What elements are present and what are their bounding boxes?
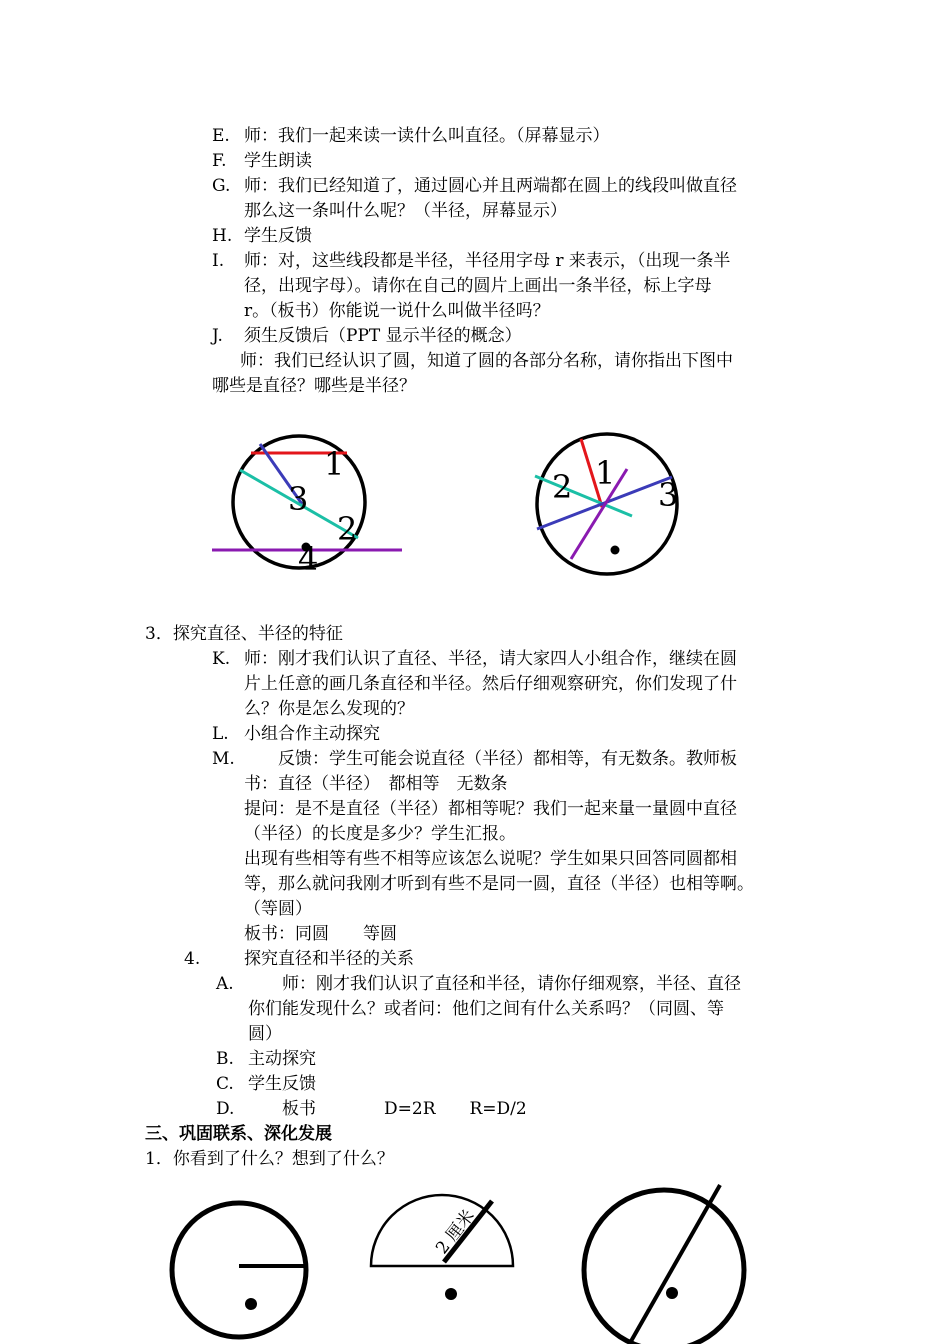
item-text: 那么这一条叫什么呢？（半径，屏幕显示）: [244, 201, 567, 221]
item-text: 学生反馈: [248, 1074, 316, 1094]
item-text: 等，那么就问我刚才听到有些不是同一圆，直径（半径）也相等啊。: [244, 874, 754, 894]
item-label: F.: [212, 151, 227, 171]
item-label: G.: [212, 176, 231, 196]
semicircle-arc: [371, 1195, 513, 1266]
item-text: 你们能发现什么？或者问：他们之间有什么关系吗？（同圆、等: [248, 999, 724, 1019]
item-text: 师：我们一起来读一读什么叫直径。（屏幕显示）: [244, 126, 610, 146]
question-line: 1．你看到了什么？想到了什么？: [145, 1149, 394, 1169]
item-text: 主动探究: [248, 1049, 316, 1069]
item-label: E.: [212, 126, 230, 146]
item-label: K.: [212, 649, 231, 669]
item-text: 出现有些相等有些不相等应该怎么说呢？学生如果只回答同圆都相: [244, 849, 737, 869]
item-label: J.: [212, 326, 223, 346]
figure-circle-radius: [170, 1190, 310, 1344]
circle-outline: [172, 1203, 306, 1337]
diameter-line: [630, 1185, 720, 1343]
radius-label: 2 厘米: [432, 1206, 479, 1259]
item-text: 须生反馈后（PPT 显示半径的概念）: [244, 326, 522, 346]
item-text: 径，出现字母）。请你在自己的圆片上画出一条半径，标上字母: [244, 276, 712, 296]
figure-circle-chords: [200, 430, 420, 590]
item-label: C.: [216, 1074, 234, 1094]
center-dot: [245, 1298, 257, 1310]
item-text: （半径）的长度是多少？学生汇报。: [244, 824, 516, 844]
item-label: A.: [216, 974, 234, 994]
part-heading: 三、巩固联系、深化发展: [145, 1124, 332, 1144]
section-number: 4.: [184, 949, 201, 969]
item-label: M.: [212, 749, 235, 769]
item-text: 师：刚才我们认识了直径、半径，请大家四人小组合作，继续在圆: [244, 649, 737, 669]
item-text: 片上任意的画几条直径和半径。然后仔细观察研究，你们发现了什: [244, 674, 737, 694]
center-dot: [445, 1288, 457, 1300]
center-dot: [666, 1287, 678, 1299]
item-text: 板书：同圆 等圆: [244, 924, 397, 944]
figure-label: 3: [658, 476, 679, 514]
figure-semicircle: [360, 1185, 525, 1310]
item-text: （等圆）: [244, 899, 312, 919]
circle-outline: [584, 1190, 744, 1344]
item-label: L.: [212, 724, 229, 744]
item-text: 师：刚才我们认识了直径和半径，请你仔细观察，半径、直径: [248, 974, 741, 994]
figure-label: 2: [552, 468, 573, 506]
figure-label: 4: [298, 540, 319, 578]
paragraph-line: 哪些是直径？哪些是半径？: [212, 376, 416, 396]
figure-label: 3: [288, 480, 309, 518]
item-text: 提问：是不是直径（半径）都相等呢？我们一起来量一量圆中直径: [244, 799, 737, 819]
item-label: B.: [216, 1049, 234, 1069]
item-label: H.: [212, 226, 233, 246]
item-text: 师：对，这些线段都是半径，半径用字母 r 来表示，（出现一条半: [244, 251, 731, 271]
figure-label: 2: [337, 510, 358, 548]
item-text: 书：直径（半径） 都相等 无数条: [244, 774, 508, 794]
figure-circle-diameter: [575, 1180, 755, 1344]
item-text: r。（板书）你能说一说什么叫做半径吗？: [244, 301, 550, 321]
item-text: 师：我们已经知道了，通过圆心并且两端都在圆上的线段叫做直径: [244, 176, 737, 196]
item-text: 圆）: [248, 1024, 282, 1044]
item-text: 么？你是怎么发现的？: [244, 699, 414, 719]
figure-label: 1: [324, 445, 345, 483]
item-text: 小组合作主动探究: [244, 724, 380, 744]
item-label: D.: [216, 1099, 235, 1119]
item-text: 学生朗读: [244, 151, 312, 171]
item-text: 反馈：学生可能会说直径（半径）都相等，有无数条。教师板: [244, 749, 737, 769]
paragraph-line: 师：我们已经认识了圆，知道了圆的各部分名称，请你指出下图中: [240, 351, 733, 371]
section-heading: 3．探究直径、半径的特征: [145, 624, 343, 644]
item-label: I.: [212, 251, 225, 271]
figure-circle-radii: [520, 425, 690, 585]
section-heading: 探究直径和半径的关系: [244, 949, 414, 969]
center-dot: [611, 546, 620, 555]
item-text: 学生反馈: [244, 226, 312, 246]
item-text: 板书 D=2R R=D/2: [248, 1099, 527, 1119]
figure-label: 1: [595, 454, 616, 492]
